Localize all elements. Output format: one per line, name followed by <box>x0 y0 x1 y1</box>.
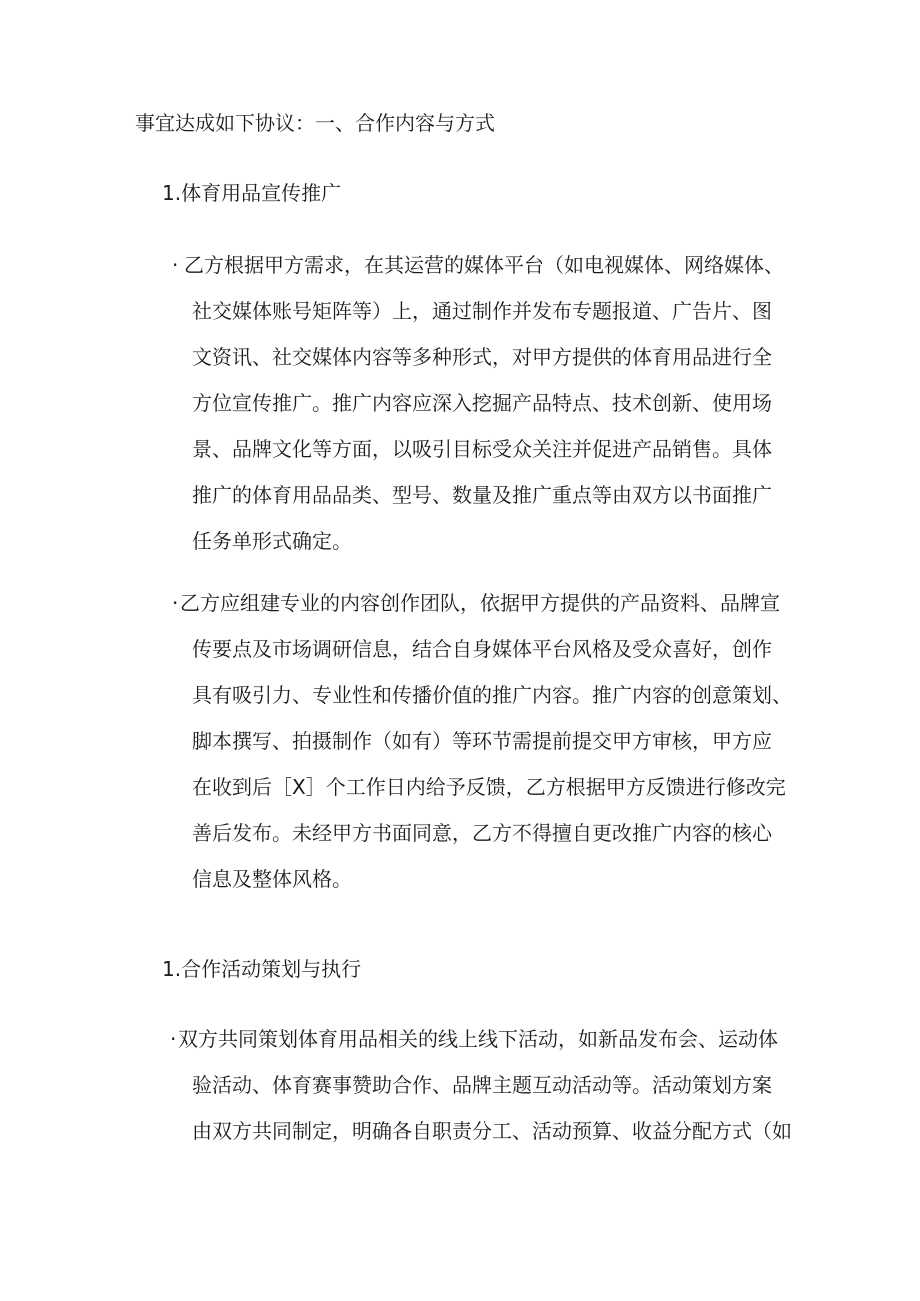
paragraph-line: 乙方应组建专业的内容创作团队，依据甲方提供的产品资料、品牌宣 <box>180 591 780 615</box>
paragraph-line: 传要点及市场调研信息，结合自身媒体平台风格及受众喜好，创作 <box>192 637 772 661</box>
paragraph-line: 在收到后［X］个工作日内给予反馈，乙方根据甲方反馈进行修改完 <box>192 775 786 799</box>
paragraph-line: 善后发布。未经甲方书面同意，乙方不得擅自更改推广内容的核心 <box>192 821 772 845</box>
bullet-marker: · <box>172 591 179 615</box>
paragraph-line: 任务单形式确定。 <box>192 529 352 553</box>
paragraph-line: 乙方根据甲方需求，在其运营的媒体平台（如电视媒体、网络媒体、 <box>184 253 784 277</box>
section-heading-text: 1.体育用品宣传推广 <box>162 181 342 205</box>
intro-text: 事宜达成如下协议：一、合作内容与方式 <box>135 111 495 135</box>
section-heading-activities <box>162 946 361 992</box>
paragraph-line: 景、品牌文化等方面，以吸引目标受众关注并促进产品销售。具体 <box>192 437 772 461</box>
paragraph-content-creation <box>180 580 792 902</box>
paragraph-line: 验活动、体育赛事赞助合作、品牌主题互动活动等。活动策划方案 <box>192 1073 772 1097</box>
paragraph-line: 具有吸引力、专业性和传播价值的推广内容。推广内容的创意策划、 <box>192 683 792 707</box>
paragraph-line: 双方共同策划体育用品相关的线上线下活动，如新品发布会、运动体 <box>178 1027 778 1051</box>
intro-line <box>135 100 495 146</box>
bullet-marker: · <box>170 1027 177 1051</box>
paragraph-line: 推广的体育用品品类、型号、数量及推广重点等由双方以书面推广 <box>192 483 772 507</box>
section-heading-text: 1.合作活动策划与执行 <box>162 957 362 981</box>
paragraph-joint-activities <box>178 1016 792 1154</box>
paragraph-line: 脚本撰写、拍摄制作（如有）等环节需提前提交甲方审核，甲方应 <box>192 729 772 753</box>
paragraph-line: 信息及整体风格。 <box>192 867 352 891</box>
paragraph-line: 社交媒体账号矩阵等）上，通过制作并发布专题报道、广告片、图 <box>192 299 772 323</box>
bullet-marker: · <box>172 253 179 277</box>
paragraph-promotion-scope <box>184 242 784 564</box>
paragraph-line: 文资讯、社交媒体内容等多种形式，对甲方提供的体育用品进行全 <box>192 345 772 369</box>
paragraph-line: 由双方共同制定，明确各自职责分工、活动预算、收益分配方式（如 <box>192 1119 792 1143</box>
paragraph-line: 方位宣传推广。推广内容应深入挖掘产品特点、技术创新、使用场 <box>192 391 772 415</box>
section-heading-promotion <box>162 170 341 216</box>
